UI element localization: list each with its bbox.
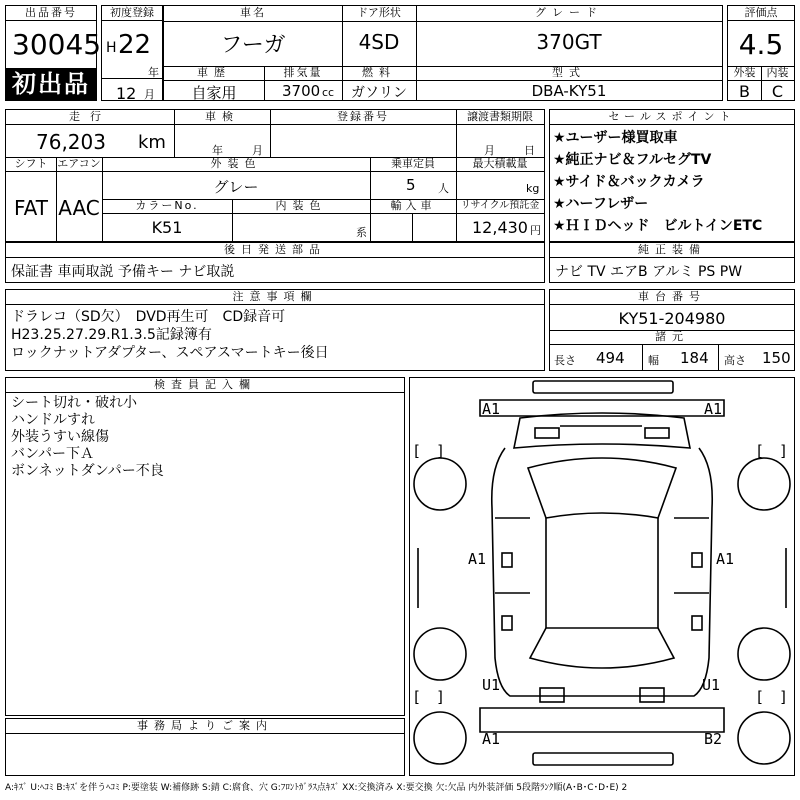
notes-list (11, 308, 329, 362)
bracket-mark: [ ] (412, 442, 446, 460)
equipment: ナビ TV エアB アルミ PS PW (555, 264, 743, 280)
color-number: K51 (151, 218, 183, 237)
recycle-label: リサイクル預託金 (460, 200, 540, 211)
office-label: 事務局よりご案内 (6, 719, 404, 734)
lot-box (5, 5, 102, 101)
sales-point: ★ハーフレザー (553, 196, 649, 212)
width-label: 幅 (648, 354, 659, 367)
grade-label: グレード (535, 6, 603, 19)
displacement: 3700 (282, 82, 321, 100)
model-type: DBA-KY51 (531, 82, 607, 100)
chassis-number: KY51-204980 (618, 309, 726, 328)
inspector-notes (11, 395, 164, 480)
bracket-mark: [ ] (412, 688, 446, 706)
bracket-mark: [ ] (755, 442, 789, 460)
inspector-line: ハンドルすれ (11, 412, 95, 428)
insp-month-suffix: 月 (252, 144, 263, 157)
later-parts: 保証書 車両取説 予備キー ナビ取説 (11, 264, 235, 280)
plate-label: 登録番号 (337, 110, 389, 123)
damage-mark: A1 (468, 550, 487, 568)
shift: FAT (13, 196, 48, 220)
score-label: 評価点 (728, 6, 794, 21)
disp-label: 排気量 (283, 66, 323, 79)
score-box (727, 5, 795, 101)
transfer-label: 譲渡書類期限 (467, 110, 533, 123)
mileage-unit: km (138, 132, 166, 153)
transfer-month-suffix: 月 (484, 144, 495, 157)
capacity: 5 (406, 176, 416, 194)
ac-label: エアコン (57, 157, 101, 170)
bracket-mark: [ ] (755, 688, 789, 706)
year-suffix: 年 (148, 66, 159, 79)
length: 494 (596, 349, 625, 367)
cap-label: 乗車定員 (391, 157, 435, 170)
first-reg-label: 初度登録 (102, 6, 162, 21)
lot-label: 出品番号 (6, 6, 96, 21)
capacity-unit: 人 (438, 182, 449, 195)
inspector-line: ボンネットダンパー不良 (11, 463, 164, 479)
dims-label: 諸元 (550, 330, 794, 345)
model-label: 車名 (240, 6, 266, 19)
sales-point: ★ＨＩＤヘッド ビルトインETC (553, 218, 763, 234)
length-label: 長さ (554, 354, 576, 367)
damage-mark: A1 (482, 730, 501, 748)
first-reg-box (101, 5, 163, 101)
inspector-line: 外装うすい線傷 (11, 429, 109, 445)
damage-mark: A1 (482, 400, 501, 418)
history: 自家用 (191, 84, 237, 102)
office-box (5, 718, 405, 776)
later-parts-label: 後日発送部品 (6, 243, 544, 258)
intcolor-label: 内装色 (275, 199, 327, 212)
inspector-label: 検査員記入欄 (6, 378, 404, 393)
int-grade: C (771, 82, 784, 101)
sales-point: ★サイド＆バックカメラ (553, 174, 705, 190)
door-label: ドア形状 (357, 6, 401, 19)
load-unit: kg (526, 182, 540, 195)
color-label: 外装色 (210, 157, 262, 170)
recycle-unit: 円 (530, 224, 541, 237)
damage-mark: A1 (704, 400, 723, 418)
month-suffix: 月 (144, 88, 155, 101)
sales-point: ★純正ナビ＆フルセグTV (553, 152, 712, 168)
disp-unit: cc (322, 86, 335, 99)
mileage: 76,203 (36, 130, 106, 154)
intcolor-unit: 系 (356, 226, 367, 239)
colorno-label: カラーNo. (135, 199, 199, 212)
reg-year: 22 (118, 30, 152, 60)
grade: 370GT (536, 30, 602, 54)
era: H (106, 40, 117, 56)
spec-grid (5, 109, 545, 242)
damage-mark: U1 (702, 676, 721, 694)
exterior-color: グレー (213, 178, 259, 196)
width: 184 (680, 349, 709, 367)
chassis-label: 車台番号 (550, 290, 794, 305)
sales-points-list (553, 127, 762, 237)
inspector-box (5, 377, 405, 716)
sales-point: ★ユーザー様買取車 (553, 130, 678, 146)
ext-label: 外装 (733, 66, 756, 79)
sales-points-box (549, 109, 795, 242)
int-label: 内装 (766, 66, 789, 79)
height: 150 (762, 349, 791, 367)
score: 4.5 (738, 28, 784, 61)
note-line: ドラレコ（SD欠） DVD再生可 CD録音可 (11, 309, 286, 325)
sales-points-label: セールスポイント (550, 110, 794, 125)
door-type: 4SD (358, 30, 400, 54)
inspector-line: バンパー下Ａ (11, 446, 95, 462)
notes-box (5, 289, 545, 371)
model-area (163, 5, 723, 101)
recycle-fee: 12,430 (472, 218, 528, 237)
damage-mark: U1 (482, 676, 501, 694)
model-name: フーガ (220, 33, 286, 58)
fuel: ガソリン (351, 85, 407, 101)
damage-mark: A1 (716, 550, 735, 568)
ext-grade: B (739, 82, 750, 101)
insp-year-suffix: 年 (212, 144, 223, 157)
lot-number: 30045 (12, 28, 102, 61)
reg-month: 12 (116, 84, 137, 103)
inspection-label: 車検 (205, 110, 239, 123)
equipment-label: 純正装備 (550, 243, 794, 258)
load-label: 最大積載量 (472, 157, 528, 170)
shift-label: シフト (14, 157, 48, 170)
import-label: 輸入車 (390, 199, 436, 212)
first-listing-badge: 初出品 (6, 68, 96, 100)
notes-label: 注意事項欄 (6, 290, 544, 305)
note-line: ロックナットアダプター、スペアスマートキー後日 (11, 345, 329, 361)
aircon: AAC (58, 196, 100, 220)
history-label: 車歴 (197, 66, 231, 79)
note-line: H23.25.27.29.R1.3.5記録簿有 (11, 327, 212, 343)
mileage-label: 走行 (69, 110, 111, 123)
legend: A:ｷｽﾞ U:ﾍｺﾐ B:ｷｽﾞを伴うﾍｺﾐ P:要塗装 W:補修跡 S:錆 C:腐食、穴 G:ﾌﾛﾝﾄｶﾞﾗｽ点ｷｽﾞ XX:交換済み X:要交換 欠:欠品 内外装評価 5段階ﾗﾝｸ順(A･B･C･D･E) 2 (5, 783, 628, 793)
inspector-line: シート切れ・破れ小 (11, 395, 137, 411)
height-label: 高さ (724, 354, 746, 367)
equipment-box (549, 242, 795, 283)
car-outline (410, 378, 794, 775)
fuel-label: 燃料 (362, 66, 396, 79)
transfer-day-suffix: 日 (524, 144, 535, 157)
later-parts-box (5, 242, 545, 283)
damage-diagram (409, 377, 795, 776)
type-label: 型式 (552, 66, 586, 79)
damage-mark: B2 (704, 730, 723, 748)
chassis-box (549, 289, 795, 371)
